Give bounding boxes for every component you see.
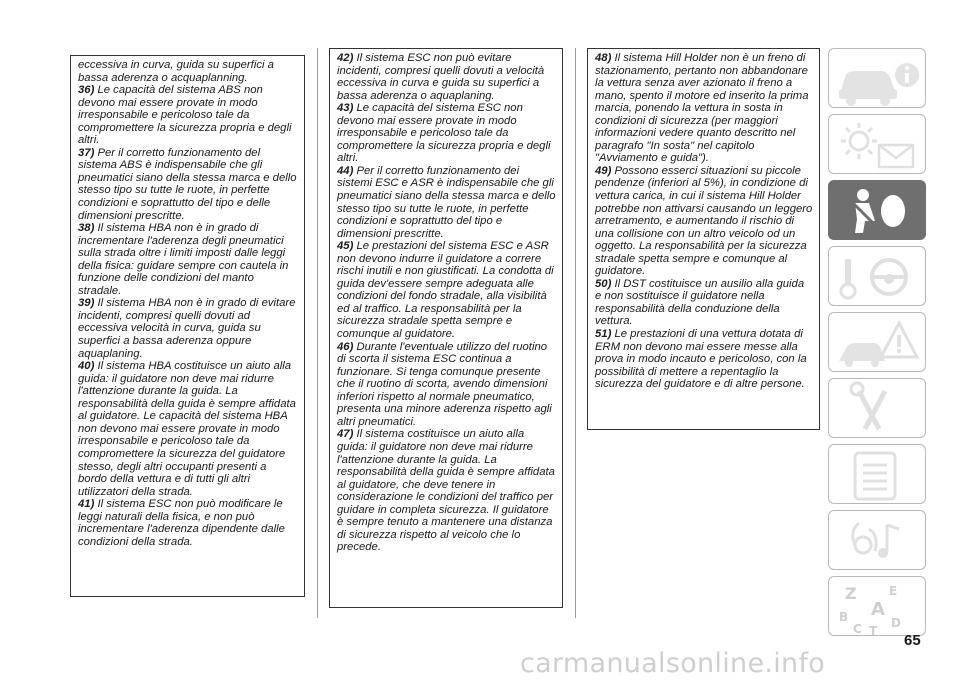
tab-technical-data[interactable] — [828, 444, 926, 504]
note-text: Il sistema ESC non può modificare le leggi naturali della fisica, e non può incrementare l'aderenza dipendente dalle condizioni della strada. — [78, 498, 285, 548]
note-number: 39) — [78, 297, 95, 310]
note-number: 40) — [78, 360, 95, 373]
note-text: Il sistema HBA non è in grado di incrementare l'aderenza degli pneumatici sulla strada oltre i limiti imposti dalle leggi della fisica: guidare sempre con cautela in funzione delle condizioni del manto stradale. — [78, 222, 289, 297]
note-47 — [337, 428, 556, 553]
note-number: 46) — [337, 340, 354, 353]
note-text: Possono esserci situazioni su piccole pendenze (inferiori al 5%), in condizione di vettura carica, in cui il sistema Hill Holder potrebbe non attivarsi causando un leggero arretramento, e aumentando il rischio di una collisione con un altro veicolo od un oggetto. La responsabilità per la sicurezza stradale spetta sempre e comunque al guidatore. — [595, 164, 813, 278]
note-text: Il sistema HBA costituisce un aiuto alla guida: il guidatore non deve mai ridurre l'attenzione durante la guida. La responsabilità della guida è sempre affidata al guidatore. Le capacità del sistema HBA non devono mai essere provate in modo irresponsabile e pericoloso tale da compromettere la sicurezza del guidatore stesso, degli altri occupanti presenti a bordo della vettura e di tutti gli altri utilizzatori della strada. — [78, 360, 296, 498]
note-number: 48) — [595, 52, 612, 64]
index-letter: Z — [845, 584, 857, 603]
watermark-text: carmanualsonline.info — [520, 648, 826, 679]
tab-car-info[interactable] — [828, 48, 926, 108]
note-number: 38) — [78, 222, 95, 235]
notes-column-2 — [329, 48, 563, 608]
note-number: 47) — [337, 428, 354, 441]
note-number: 45) — [337, 240, 354, 253]
note-text: Per il corretto funzionamento dei sistemi ESC e ASR è indispensabile che gli pneumatici siano della stessa marca e dello stesso tipo su tutte le ruote, in perfette condizioni e soprattutto del tipo e dimensioni prescritte. — [337, 164, 556, 240]
index-letter: C — [853, 622, 862, 636]
notes-column-3 — [587, 48, 820, 430]
note-text: Il sistema ESC non può evitare incidenti, compresi quelli dovuti a velocità eccessiva in curva e guida su superfici a bassa aderenza o aquaplaning. — [337, 52, 545, 102]
page-number: 65 — [904, 632, 921, 649]
note-46 — [337, 341, 556, 429]
note-text: Le prestazioni di una vettura dotata di ERM non devono mai essere messe alla prova in modo incauto e pericoloso, con la possibilità di mettere a repentaglio la sicurezza del guidatore e di altre persone. — [595, 328, 807, 391]
note-text: Il sistema HBA non è in grado di evitare incidenti, compresi quelli dovuti ad eccessiva velocità in curva, guida su superfici a bassa aderenza oppure aquaplaning. — [78, 297, 296, 360]
note-44 — [337, 165, 556, 240]
note-text: Il DST costituisce un ausilio alla guida e non sostituisce il guidatore nella responsabilità della conduzione della vettura. — [595, 277, 805, 328]
note-text: Le capacità del sistema ESC non devono mai essere provate in modo irresponsabile e pericoloso tale da compromettere la sicurezza propria e degli altri. — [337, 102, 551, 165]
column-divider — [317, 48, 318, 618]
note-text: Il sistema costituisce un aiuto alla guida: il guidatore non deve mai ridurre l'attenzione durante la guida. La responsabilità della guida è sempre affidata al guidatore, che deve tenere in considerazione le condizioni del traffico per guidare in completa sicurezza. Il guidatore è sempre tenuto a mantenere una distanza di sicurezza rispetto al veicolo che lo precede. — [337, 428, 555, 554]
tab-maintenance[interactable] — [828, 378, 926, 438]
notes-column-1 — [70, 55, 305, 597]
note-number: 44) — [337, 164, 354, 177]
note-number: 51) — [595, 328, 612, 341]
note-43 — [337, 102, 556, 165]
index-letter: T — [869, 624, 878, 637]
tab-warning-lights[interactable] — [828, 114, 926, 174]
note-text: Durante l'eventuale utilizzo del ruotino di scorta il sistema ESC continua a funzionare. Si tenga comunque presente che il ruotino di scorta, avendo dimensioni inferiori rispetto al normale pneumatico, presenta una minore aderenza rispetto agli altri pneumatici. — [337, 340, 552, 428]
column-lead-text: eccessiva in curva, guida su superfici a bassa aderenza o acquaplanning. — [78, 59, 274, 84]
index-letter: A — [871, 599, 885, 620]
index-letter: E — [889, 584, 898, 598]
note-number: 42) — [337, 52, 354, 64]
warning-lights-icon — [829, 115, 927, 175]
note-49 — [595, 165, 813, 278]
tab-starting-driving[interactable] — [828, 246, 926, 306]
note-number: 43) — [337, 102, 354, 115]
note-number: 41) — [78, 498, 95, 511]
column-divider — [575, 48, 576, 618]
note-number: 37) — [78, 146, 95, 159]
tab-index[interactable] — [828, 576, 926, 636]
note-36 — [78, 84, 298, 147]
note-41 — [78, 498, 298, 548]
tab-safety[interactable] — [828, 180, 926, 240]
note-number: 36) — [78, 84, 95, 97]
note-50 — [595, 278, 813, 328]
note-text: Le prestazioni del sistema ESC e ASR non devono indurre il guidatore a correre rischi inutili e non giustificati. La condotta di guida dev'essere sempre adeguata alle condizioni del fondo stradale, alla visibilità ed al traffico. La responsabilità per la sicurezza stradale spetta sempre e comunque al guidatore. — [337, 240, 554, 341]
note-text: Le capacità del sistema ABS non devono mai essere provate in modo irresponsabile e pericoloso tale da compromettere la sicurezza propria e degli altri. — [78, 84, 292, 147]
note-text: Il sistema Hill Holder non è un freno di stazionamento, pertanto non abbandonare la vettura senza aver azionato il freno a mano, spento il motore ed inserito la prima marcia, ponendo la vettura in sosta in condizioni di sicurezza (per maggiori informazioni vedere quanto descritto nel paragrafo "In sosta" nel capitolo "Avviamento e guida"). — [595, 52, 809, 165]
note-39 — [78, 297, 298, 360]
note-45 — [337, 240, 556, 340]
note-37 — [78, 147, 298, 222]
alphabetical-index-icon — [829, 577, 927, 637]
tab-emergency[interactable] — [828, 312, 926, 372]
car-info-icon — [829, 49, 927, 109]
index-letter: B — [839, 610, 849, 624]
safety-airbag-icon — [829, 181, 927, 241]
maintenance-checklist-icon — [829, 445, 927, 505]
note-number: 49) — [595, 164, 612, 177]
note-38 — [78, 222, 298, 297]
note-51 — [595, 328, 813, 391]
note-text: Per il corretto funzionamento del sistema ABS è indispensabile che gli pneumatici siano della stessa marca e dello stesso tipo su tutte le ruote, in perfette condizioni e soprattutto del tipo e delle dimensioni prescritte. — [78, 146, 297, 222]
index-letter: D — [891, 616, 901, 630]
note-number: 50) — [595, 277, 612, 290]
key-steering-wheel-icon — [829, 247, 927, 307]
note-40 — [78, 360, 298, 498]
tools-icon — [829, 379, 927, 439]
warning-triangle-icon — [829, 313, 927, 373]
multimedia-icon — [829, 511, 927, 571]
note-42 — [337, 52, 556, 102]
note-48 — [595, 52, 813, 165]
tab-multimedia[interactable] — [828, 510, 926, 570]
